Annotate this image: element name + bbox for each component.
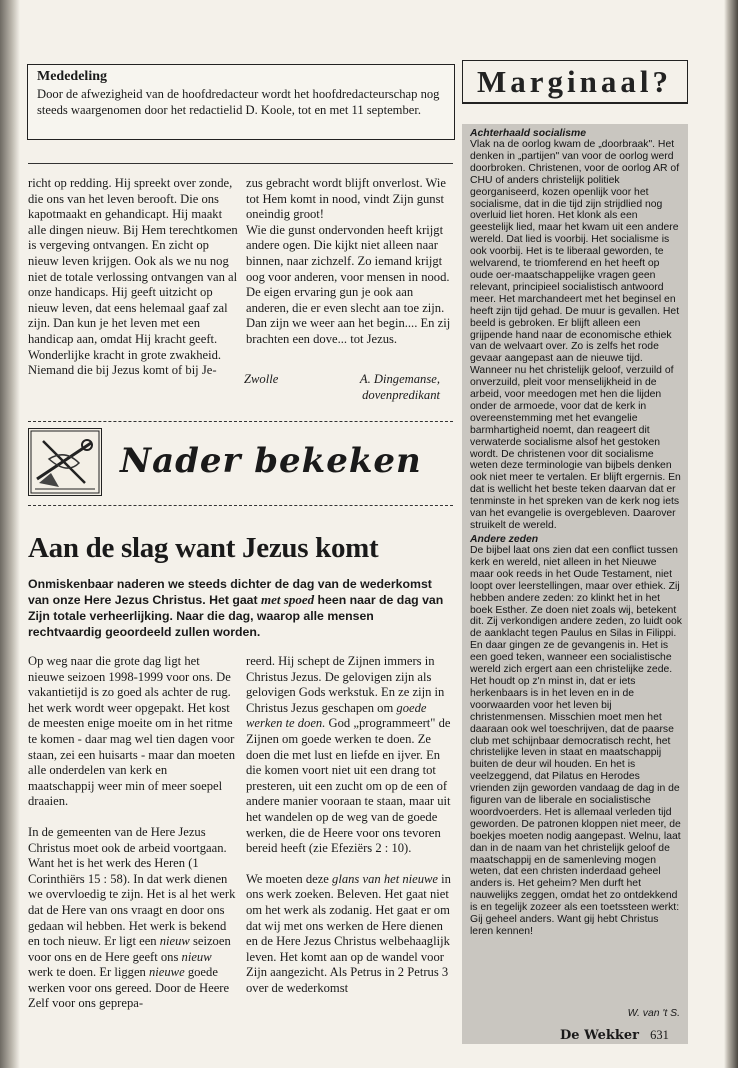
notice-body: Door de afwezigheid van de hoofdredacteur wordt het hoofdredacteurschap nog steeds waargenomen door het redactielid D. Koole, tot en met 11 september. — [37, 87, 440, 117]
signature-name: A. Dingemanse, — [359, 372, 440, 386]
paragraph — [28, 825, 236, 1012]
sidebar-section-body: De bijbel laat ons zien dat een conflict tussen kerk en wereld, niet alleen in het Nieuwe maar ook reeds in het Oude Testament, niet loopt over leerstellingen, maar over ethiek. Zij hebben andere zeden: zo klinkt het in het boek Esther. Ze doen niet zoals wij, betekent dit. Zij verkondigen andere zeden, zo luidt ook de aanklacht tegen Paulus en Silas in Filippi. En daar gingen ze de gevangenis in. Het is een goed teken, wanneer een socialistische wereld zich ergert aan een christelijke zede. Het houdt op z'n minst in, dat er iets herkenbaars is in het leven en in de voorwaarden voor het leven bij christenmensen. Misschien moet men het daaraan ook wel toeschrijven, dat de paarse club met schijnbaar democratisch recht, het christelijke leven in staat en maatschappij buiten de deur wil houden. En het is veelzeggend, dat Pilatus en Herodes vrienden zijn geworden vandaag de dag in de figuren van de liberale en socialistische woordvoerders. Het is allemaal verleden tijd geworden. De patronen kloppen niet meer, de boekjes moeten nodig aangepast. Welnu, laat dan in de naam van het christelijk geloof de maatschappij en de samenleving mogen weten, dat een christen inderdaad geheel anders is. Het geheim? Men durft het nauwelijks zeggen, omdat het zo ontdekkend is en tegelijk zozeer als een toetssteen werkt: Gij geheel anders. Want gij hebt Christus leren kennen! — [470, 545, 682, 937]
page-right-edge — [724, 0, 738, 1068]
lead-text: heen naar de dag van Zijn totale verheerlijking. Naar die dag, waarop alle mensen rechtvaardig geoordeeld zullen worden. — [28, 593, 444, 639]
sidebar-title: Marginaal? — [462, 60, 688, 102]
text: In de gemeenten van de Here Jezus Christus moet ook de arbeid voortgaan. Want het is het werk des Heren (1 Corinthiërs 15 : 58). In dat werk dienen we overvloedig te zijn. Het is al het werk dat de Here van ons vraagt en door ons gedaan wil hebben. Het werk is bekend en toch nieuw. Er ligt een — [28, 824, 236, 949]
notice-box — [27, 64, 455, 140]
emphasis: goede werken te doen. — [246, 700, 427, 731]
sidebar-section-body: Vlak na de oorlog kwam de „doorbraak". Het denken in „partijen" van voor de oorlog werd doorbroken. Christenen, voor de oorlog AR of CHU of anders christelijk politiek georganiseerd, kozen openlijk voor het socialisme, dat in die tijd zijn strijdlied nog overluid liet horen. Het klonk als een geestelijk lied, maar het kwam uit een andere wereld. Dat lied is voorbij. Het socialisme is ook voorbij. Het is te liberaal geworden, te welvarend, te triomferend en het heeft op oude oer-maatschappelijke vragen geen relevant, principieel socialistisch antwoord meer. Het marchandeert met het beginsel en heeft zijn tijd gehad. De muur is gevallen. Het beeld is gebroken. Er blijft alleen een grijpende hand naar de economische ethiek van de welvaart over. Zo is zelfs het rode gevaar aangepast aan de nieuwe tijd. Wanneer nu het christelijk geloof, verzuild of onverzuild, pleit voor menselijkheid in de arbeid, voor meedogen met hen die lijden onder de armoede, voor dat de kerk in overeenstemming met het evangelie barmhartigheid noemt, dan reageert dit verwaterde socialisme alsof het gestoken wordt. De christenen voor dit socialisme weten deze terminologie van bijbels denken ook niet meer te vertalen. Er blijft ergernis. En dat is wellicht het beste teken daarvan dat er tenminste in het spreken van de kerk nog iets van het evangelie is overgebleven. Daarover struikelt de wereld. — [470, 139, 681, 531]
signature-place: Zwolle — [244, 372, 279, 386]
paragraph: Niemand die bij Jezus komt of bij Je- — [28, 363, 217, 378]
text: werk te doen. Er liggen — [28, 965, 149, 980]
page-number: 631 — [650, 1028, 669, 1042]
paragraph — [246, 654, 451, 857]
paragraph: Op weg naar die grote dag ligt het nieuwe seizoen 1998-1999 voor ons. De vakantietijd is zo goed als achter de rug. het werk wordt weer opgepakt. Het kost de meesten enige moeite om in het ritme te komen - daar mag wel tien dagen voor staan, zei een huisarts - maar dan moeten alle onderdelen van kerk en maatschappij weer min of meer soepel draaien. — [28, 654, 236, 809]
article-headline: Aan de slag want Jezus komt — [28, 532, 379, 564]
paragraph: zus gebracht wordt blijft onverlost. Wie tot Hem komt in nood, vindt Zijn gunst oneindig groot! — [246, 176, 447, 222]
lead-text: Onmiskenbaar naderen we steeds dichter de dag van de wederkomst van onze Here Jezus Christus. Het gaat — [28, 577, 432, 607]
divider — [28, 163, 453, 164]
tools-illustration-icon — [28, 428, 102, 496]
banner-rule-top — [28, 421, 453, 422]
sidebar-signature: W. van 't S. — [627, 1008, 680, 1019]
emphasis: glans van het nieuwe — [332, 871, 439, 886]
sidebar-section-2 — [470, 534, 682, 938]
text: in ons werk zoeken. Beleven. Het gaat niet om het werk als zodanig. Het gaat er om dat wij met ons werken de Here dienen en de Here Jezus Christus welbehaaglijk leven. Het komt aan op de wandel voor Zijn aangezicht. Als Petrus in 2 Petrus 3 over de wederkomst — [246, 871, 451, 995]
paragraph: richt op redding. Hij spreekt over zonde, die ons van het leven berooft. Die ons kapotmaakt en gehandicapt. Hij maakt alle dingen nieuw. Bij Hem terechtkomen is vergeving ontvangen. En zicht op nieuw leven krijgen. Ook als we nu nog niet de totale verlossing ontvangen van al onze handicaps. Hij geeft uitzicht op nieuw leven, dat eens helemaal gaaf zal zijn. Dan kun je het leven met een handicap aan, omdat Hij kracht geeft. Wonderlijke kracht in grote zwakheid. — [28, 176, 238, 362]
article-col1 — [28, 654, 236, 1012]
article-col2 — [246, 654, 451, 996]
article-top-col2 — [246, 176, 451, 348]
paragraph: Wie die gunst ondervonden heeft krijgt andere ogen. Die kijkt niet alleen naar binnen, naar zichzelf. Zo iemand krijgt oog voor anderen, voor mensen in nood. De eigen ervaring gun je ook aan anderen, die er even slecht aan toe zijn. Dan zijn we weer aan het begin.... En zij brachten een dove... tot Jezus. — [246, 222, 451, 346]
emphasis: nieuw — [159, 934, 190, 949]
text: goede werken voor ons gereed. Door de Heere Zelf voor ons geprepa- — [28, 965, 230, 1011]
sidebar-box — [462, 124, 688, 1044]
sidebar-section-1 — [470, 128, 682, 532]
paragraph — [246, 872, 451, 997]
emphasis: nieuwe — [149, 965, 185, 980]
sidebar-section-heading: Achterhaald socialisme — [470, 128, 587, 139]
sidebar-title-rule — [462, 102, 688, 104]
text: reerd. Hij schept de Zijnen immers in Christus Jezus. De gelovigen zijn als gelovigen Gods werkstuk. En ze zijn in Christus Jezus geschapen om — [246, 654, 445, 715]
lead-emphasis: met spoed — [261, 592, 315, 607]
magazine-name: De Wekker — [560, 1028, 640, 1043]
sidebar-section-heading: Andere zeden — [470, 534, 539, 545]
article-lead — [28, 576, 448, 640]
text: seizoen voor ons en de Here geeft ons — [28, 934, 231, 964]
emphasis: nieuw — [181, 949, 212, 964]
signature-author — [330, 372, 440, 403]
page-left-edge — [0, 0, 20, 1068]
signature-role: dovenpredikant — [362, 387, 440, 402]
page-footer — [560, 1028, 669, 1043]
banner-title: Nader bekeken — [120, 441, 422, 481]
notice-title: Mededeling — [37, 69, 107, 84]
article-top-col1 — [28, 176, 238, 379]
banner-rule-bottom — [28, 505, 453, 506]
text: God „programmeert" de Zijnen om goede werken te doen. Ze doen die met lust en liefde en ijver. En die komen voort niet uit een drang tot presteren, uit een zucht om op de een of andere manier vooraan te staan, maar uit het wandelen op de weg van de goede werken, die de Heere voor ons tevoren bereid heeft (zie Efeziërs 2 : 10). — [246, 716, 451, 856]
text: We moeten deze — [246, 871, 333, 886]
